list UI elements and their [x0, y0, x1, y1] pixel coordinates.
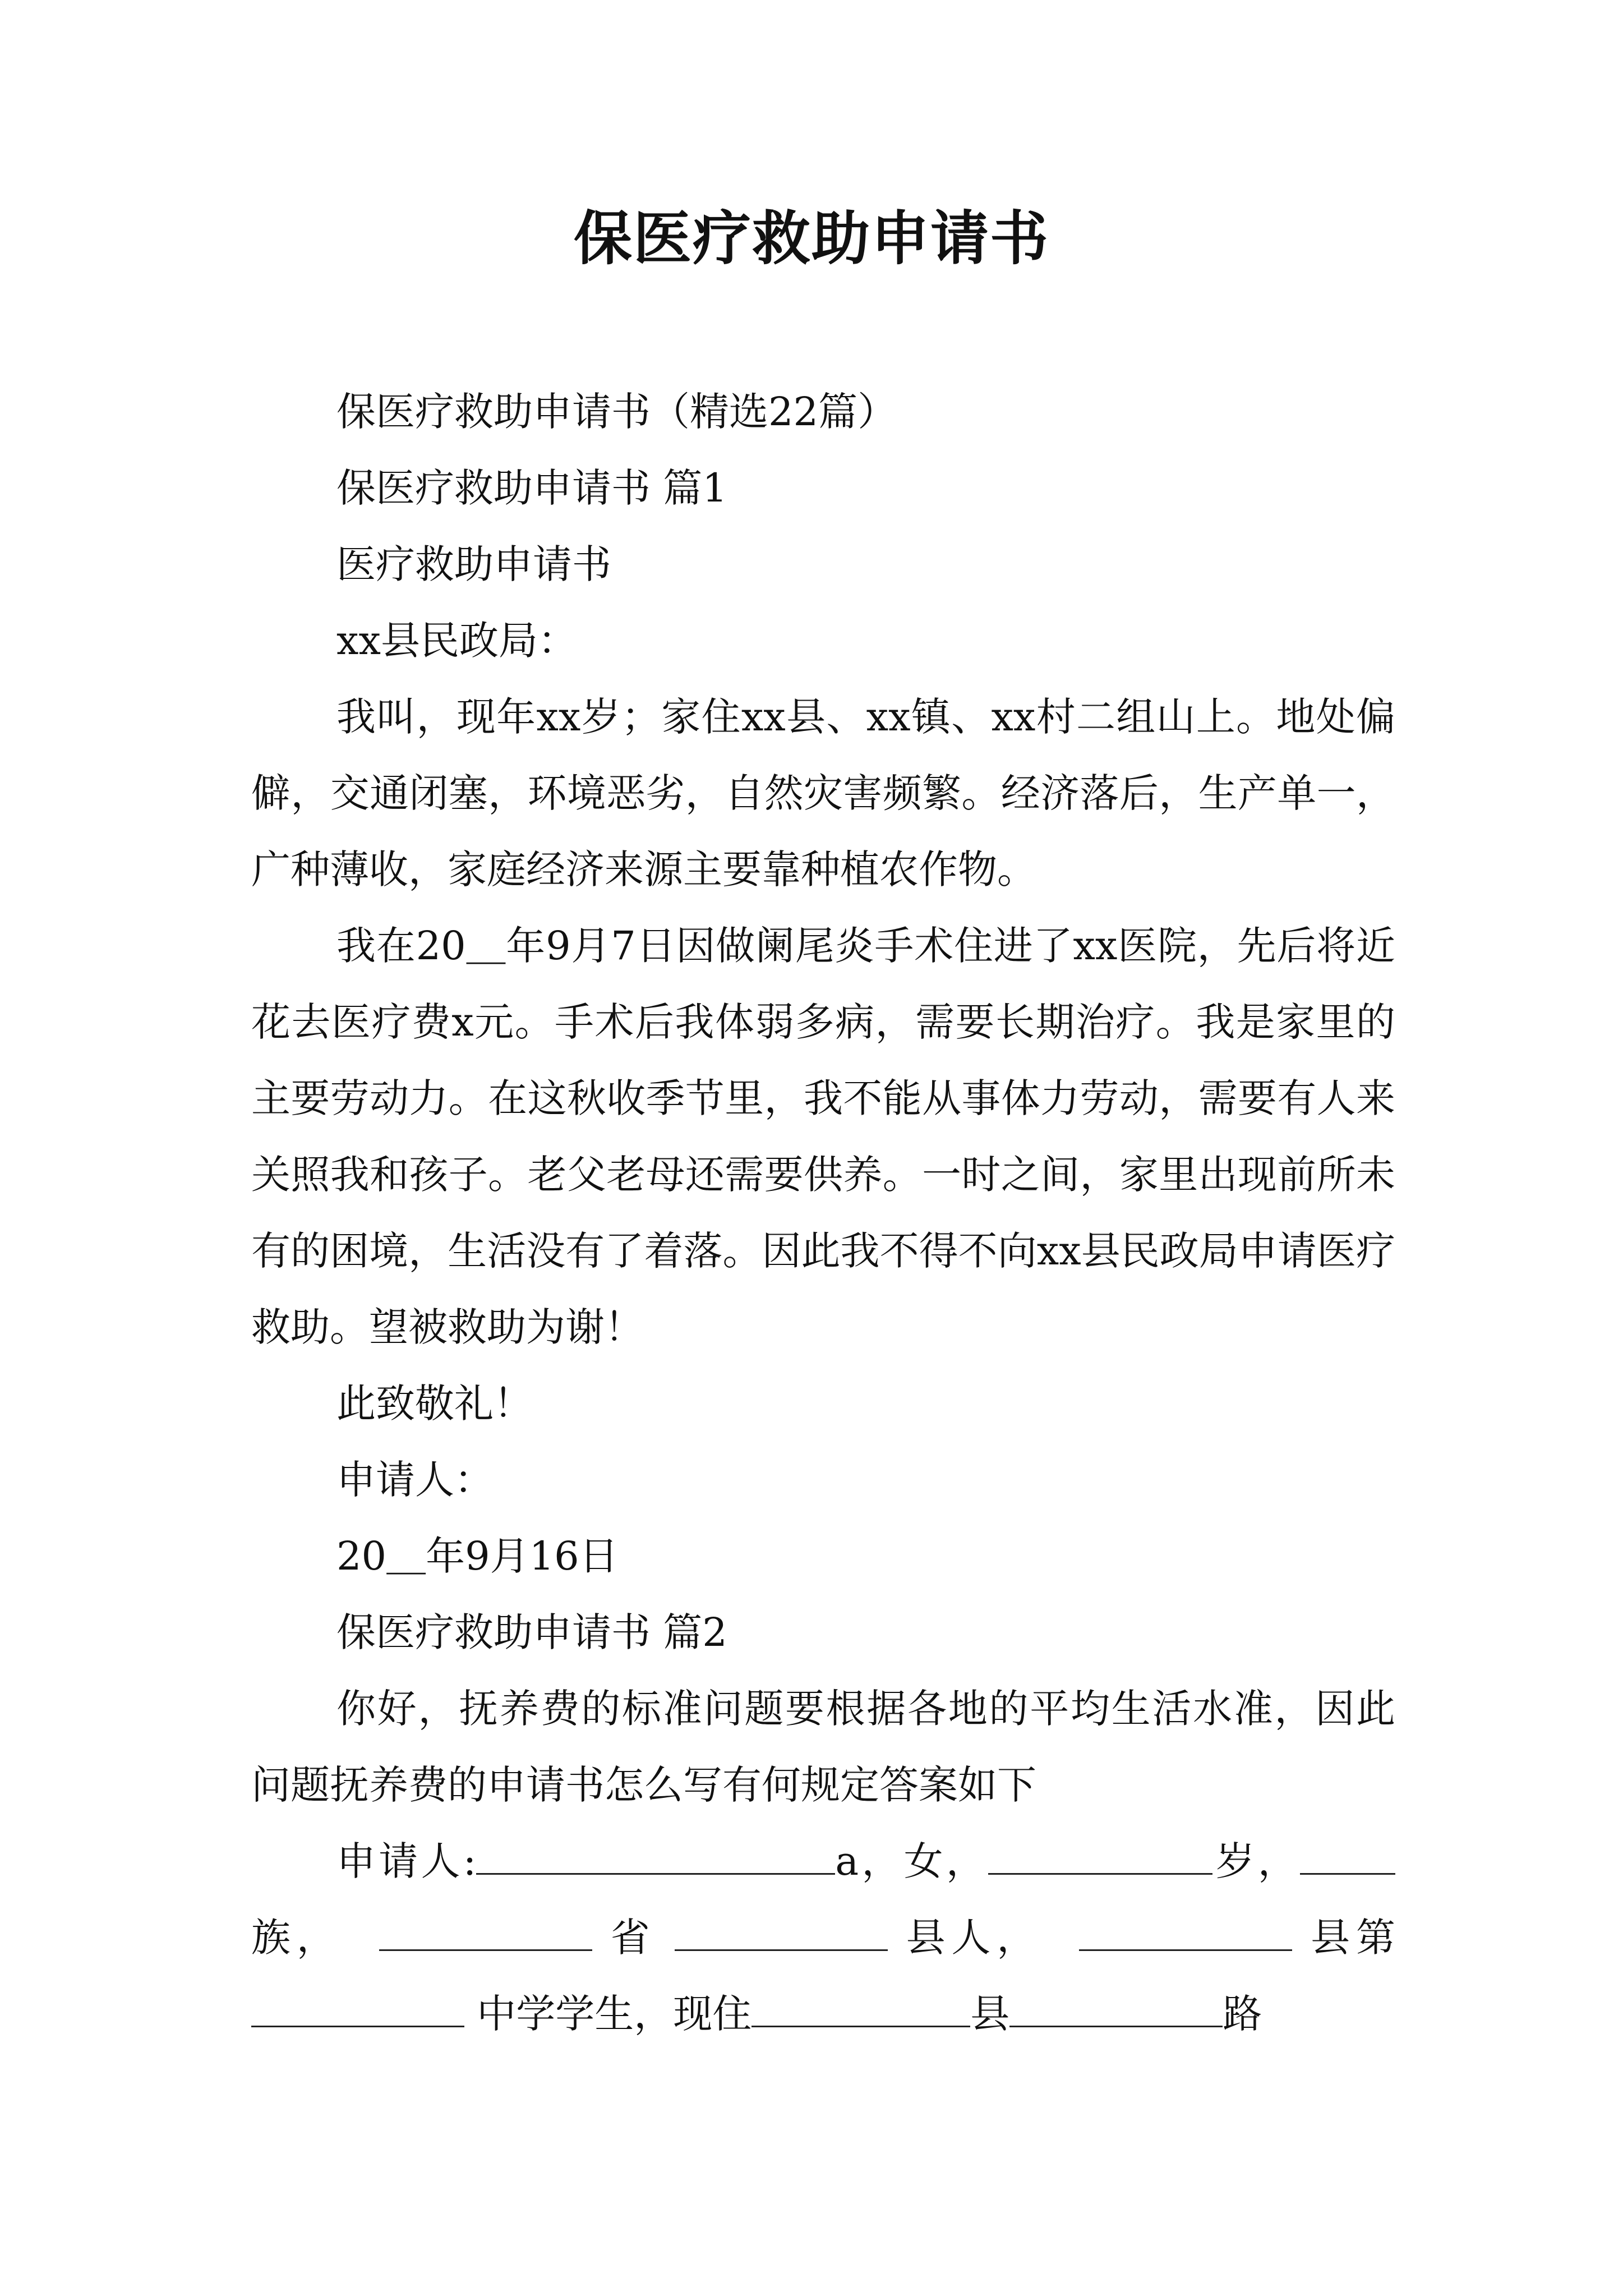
paragraph-fill-in-form [251, 1823, 1395, 2052]
form-label-applicant: 申请人: [336, 1838, 477, 1884]
form-text-county: 县人， [906, 1915, 1043, 1961]
blank-field-province [379, 1917, 592, 1951]
form-text-ethnicity: 族， [251, 1915, 342, 1961]
blank-field-road [1009, 1993, 1223, 2027]
paragraph-collection-heading: 保医疗救助申请书（精选22篇） [336, 389, 897, 435]
paragraph-salutation: 此致敬礼！ [336, 1381, 533, 1427]
blank-field-age [988, 1841, 1212, 1875]
paragraph-section-2-heading: 保医疗救助申请书 篇2 [336, 1609, 727, 1655]
paragraph-recipient: xx县民政局： [336, 618, 577, 664]
paragraph-situation: 我在20＿年9月7日因做阑尾炎手术住进了xx医院，先后将近花去医疗费x元。手术后我体弱多病，需要长期治疗。我是家里的主要劳动力。在这秋收季节里，我不能从事体力劳动，需要有人来关照我和孩子。老父老母还需要供养。一时之间，家里出现前所未有的困境，生活没有了着落。因此我不得不向xx县民政局申请医疗救助。望被救助为谢！ [251, 923, 1395, 1350]
paragraph-letter-title: 医疗救助申请书 [336, 541, 611, 587]
blank-field-school [251, 1993, 464, 2027]
document-body [251, 374, 1395, 2052]
form-text-province: 省 [610, 1915, 656, 1961]
paragraph-section-2-intro: 你好，抚养费的标准问题要根据各地的平均生活水准，因此问题抚养费的申请书怎么写有何规定答案如下 [251, 1686, 1395, 1808]
form-text-gender: a，女， [835, 1838, 989, 1884]
paragraph-date: 20＿年9月16日 [336, 1533, 619, 1579]
paragraph-section-1-heading: 保医疗救助申请书 篇1 [336, 465, 727, 511]
form-text-age-unit: 岁， [1212, 1838, 1301, 1884]
blank-field-name [476, 1841, 835, 1875]
blank-field-ethnicity [1300, 1841, 1395, 1875]
document-title: 保医疗救助申请书 [573, 204, 1049, 273]
paragraph-applicant: 申请人： [336, 1457, 494, 1503]
form-text-county-2: 县 [970, 1991, 1010, 2037]
form-text-school-no: 县第 [1311, 1915, 1395, 1961]
form-text-residence: 中学学生，现住 [477, 1991, 752, 2037]
blank-field-county [675, 1917, 888, 1951]
blank-field-residence-county [751, 1993, 970, 2027]
form-text-road: 路 [1223, 1991, 1262, 2037]
paragraph-introduction: 我叫，现年xx岁；家住xx县、xx镇、xx村二组山上。地处偏僻，交通闭塞，环境恶劣，自然灾害频繁。经济落后，生产单一，广种薄收，家庭经济来源主要靠种植农作物。 [251, 694, 1395, 892]
blank-field-school-county [1079, 1917, 1292, 1951]
